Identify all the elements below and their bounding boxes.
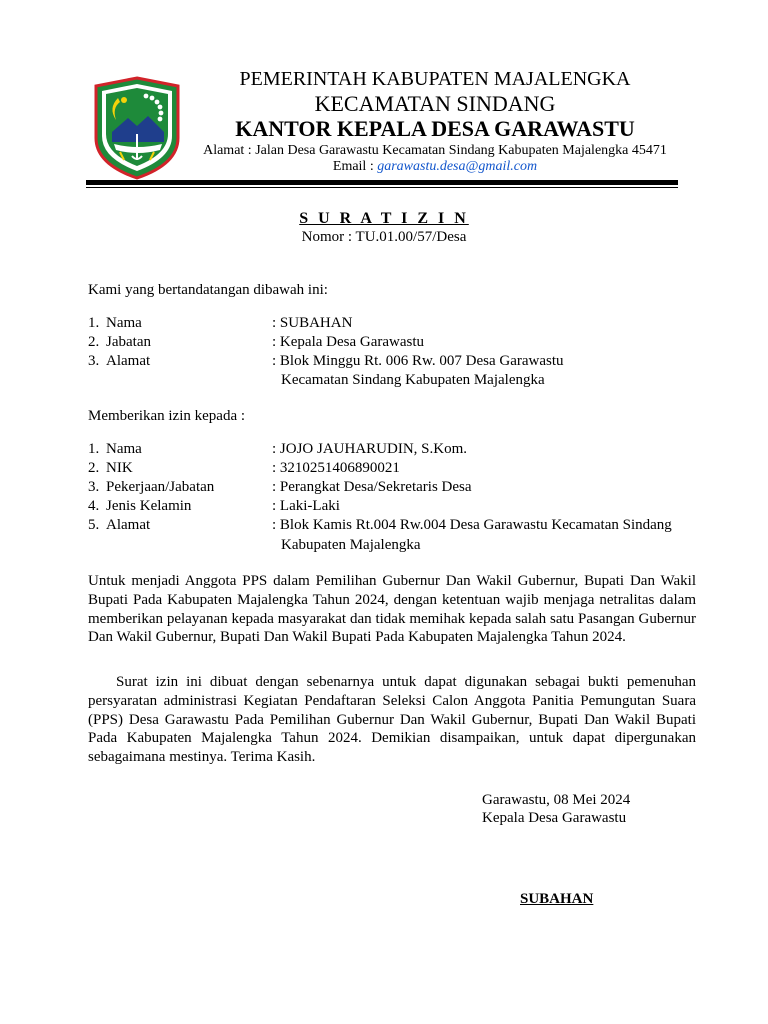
email-label: Email : bbox=[332, 158, 378, 174]
row-label: Jenis Kelamin bbox=[106, 498, 192, 514]
row-number: 4. bbox=[88, 498, 100, 514]
signer-name: SUBAHAN bbox=[520, 891, 594, 907]
letterhead-divider-thick bbox=[86, 180, 678, 185]
row-number: 3. bbox=[88, 353, 100, 369]
closing-paragraph: Surat izin ini dibuat dengan sebenarnya untuk dapat digunakan sebagai bukti pemenuhan persyaratan administrasi Kegiatan Pendaftaran Seleksi Calon Anggota Panitia Pemungutan Suara (PPS) Desa Garawastu Pada Pemilihan Gubernur Dan Wakil Gubernur, Bupati Dan Wakil Bupati Pada Kabupaten Majalengka Tahun 2024. Demikian disampaikan, untuk dapat dipergunakan sebagaimana mestinya. Terima Kasih. bbox=[88, 674, 696, 766]
row-number: 1. bbox=[88, 315, 100, 331]
row-label: Alamat bbox=[106, 517, 151, 533]
office-address: Alamat : Jalan Desa Garawastu Kecamatan Sindang Kabupaten Majalengka 45471 bbox=[203, 142, 667, 158]
government-name: PEMERINTAH KABUPATEN MAJALENGKA bbox=[239, 68, 631, 90]
intro-text: Kami yang bertandatangan dibawah ini: bbox=[88, 282, 328, 298]
row-number: 2. bbox=[88, 334, 100, 350]
row-value: : Blok Minggu Rt. 006 Rw. 007 Desa Garawastu bbox=[272, 353, 564, 369]
office-email-line bbox=[190, 159, 680, 175]
row-value: : Kepala Desa Garawastu bbox=[272, 334, 425, 350]
row-number: 3. bbox=[88, 479, 100, 495]
email-link[interactable]: garawastu.desa@gmail.com bbox=[377, 158, 538, 174]
office-name: KANTOR KEPALA DESA GARAWASTU bbox=[235, 116, 635, 142]
row-value: : 3210251406890021 bbox=[272, 460, 400, 476]
document-number: Nomor : TU.01.00/57/Desa bbox=[301, 229, 467, 245]
row-label: NIK bbox=[106, 460, 133, 476]
row-value: : Perangkat Desa/Sekretaris Desa bbox=[272, 479, 472, 495]
row-value: : Blok Kamis Rt.004 Rw.004 Desa Garawastu Kecamatan Sindang bbox=[272, 517, 672, 533]
row-number: 5. bbox=[88, 517, 100, 533]
row-value-continued: Kabupaten Majalengka bbox=[281, 537, 421, 553]
row-label: Jabatan bbox=[106, 334, 151, 350]
row-label: Pekerjaan/Jabatan bbox=[106, 479, 215, 495]
grant-intro-text: Memberikan izin kepada : bbox=[88, 408, 246, 424]
row-number: 2. bbox=[88, 460, 100, 476]
signature-position: Kepala Desa Garawastu bbox=[482, 810, 627, 826]
row-number: 1. bbox=[88, 441, 100, 457]
majalengka-regency-emblem-icon bbox=[94, 76, 180, 180]
row-value-continued: Kecamatan Sindang Kabupaten Majalengka bbox=[281, 372, 545, 388]
letterhead-divider-thin bbox=[86, 187, 678, 188]
row-label: Nama bbox=[106, 315, 142, 331]
row-label: Alamat bbox=[106, 353, 151, 369]
row-value: : Laki-Laki bbox=[272, 498, 340, 514]
district-name: KECAMATAN SINDANG bbox=[314, 91, 556, 116]
row-label: Nama bbox=[106, 441, 142, 457]
signature-place-date: Garawastu, 08 Mei 2024 bbox=[482, 792, 631, 808]
row-value: : SUBAHAN bbox=[272, 315, 353, 331]
letterhead bbox=[190, 68, 680, 175]
document-title: S U R A T I Z I N bbox=[299, 210, 469, 227]
purpose-paragraph: Untuk menjadi Anggota PPS dalam Pemilihan Gubernur Dan Wakil Gubernur, Bupati Dan Wakil Bupati Pada Kabupaten Majalengka Tahun 2024, dengan ketentuan wajib menjaga netralitas dalam memberikan pelayanan kepada masyarakat dan tidak memihak kepada salah satu Pasangan Gubernur Dan Wakil Gubernur, Bupati Dan Wakil Bupati Pada Kabupaten Majalengka Tahun 2024. bbox=[88, 573, 696, 646]
row-value: : JOJO JAUHARUDIN, S.Kom. bbox=[272, 441, 468, 457]
